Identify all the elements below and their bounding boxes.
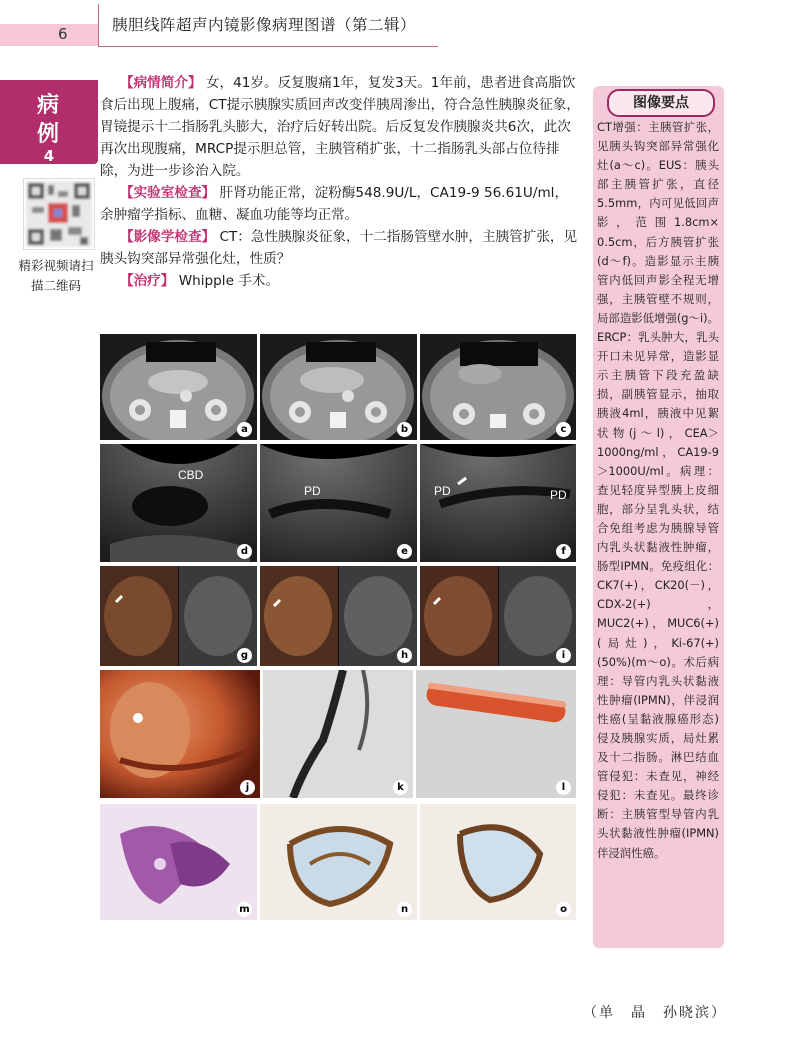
overlay-pd-f1: PD (434, 484, 451, 498)
figure-panel-l (416, 670, 576, 798)
section-tag-lab: 【实验室检查】 (120, 185, 216, 201)
figure-panel-i (420, 566, 576, 666)
figure-label-g: g (237, 648, 252, 663)
figure-panel-b (260, 334, 417, 440)
history-text: 女，41岁。反复腹痛1年，复发3天。1年前，患者进食高脂饮食后出现上腹痛，CT提示胰腺实质回声改变伴胰周渗出，符合急性胰腺炎征象，胃镜提示十二指肠乳头膨大，治疗后好转出院。后反复发作胰腺炎共6次，此次再次出现腹痛，MRCP提示胆总管，主胰管稍扩张，十二指肠乳头部占位待排除，为进一步诊治入院。 (100, 75, 580, 179)
overlay-pd-f2: PD (550, 488, 567, 502)
overlay-cbd: CBD (178, 468, 204, 482)
header-page-band (0, 24, 98, 46)
sidebar-text: CT增强：主胰管扩张，见胰头钩突部异常强化灶(a～c)。EUS：胰头部主胰管扩张，直径5.5mm，内可见低回声影，范围1.8cm× 0.5cm，后方胰管扩张(d～f)。造影显示主胰管内低回声影全程无增强，主胰管壁不规则，局部造影低增强(g～i)。ERCP：乳头肿大，乳头开口未见异常，造影显示主胰管下段充盈缺损，副胰管显示，抽取胰液4ml，胰液中见絮状物(j～l)，CEA＞1000ng/ml，CA19-9＞1000U/ml。病理：查见轻度异型胰上皮细胞，部分呈乳头状，结合免组考虑为胰腺导管内乳头状黏液性肿瘤，肠型IPMN。免疫组化：CK7(+)，CK20(－)，CDX-2(+)，MUC2(+)，MUC6(+)(局灶)，Ki-67(+)(50%)(m～o)。术后病理：导管内乳头状黏液性肿瘤(IPMN)，伴浸润性癌(呈黏液腺癌形态)侵及胰腺实质，局灶累及十二指肠。淋巴结血管侵犯：未查见，神经侵犯：未查见。最终诊断：主胰管型导管内乳头状黏液性肿瘤(IPMN)伴浸润性癌。 (597, 120, 719, 860)
case-tab-line1: 病 (36, 93, 61, 118)
figure-panel-o (420, 804, 576, 920)
imaging-paragraph (100, 226, 580, 270)
case-tab (0, 80, 98, 164)
header-divider (98, 4, 99, 46)
figure-panel-n (260, 804, 417, 920)
case-history-paragraph (100, 72, 580, 182)
figure-label-a: a (237, 422, 252, 437)
case-tab-line2: 例 (36, 122, 61, 147)
figure-label-j: j (240, 780, 255, 795)
figure-label-e: e (397, 544, 412, 559)
figure-label-l: l (556, 780, 571, 795)
qr-code-icon (24, 179, 94, 249)
figure-panel-k (263, 670, 413, 798)
figure-label-f: f (556, 544, 571, 559)
qr-caption: 精彩视频请扫描二维码 (18, 258, 94, 293)
figure-label-i: i (556, 648, 571, 663)
qr-code[interactable] (23, 178, 95, 250)
figure-label-o: o (556, 902, 571, 917)
overlay-pd-e: PD (304, 484, 321, 498)
lab-text: 肝肾功能正常，淀粉酶548.9U/L，CA19-9 56.61U/ml，余肿瘤学指标、血糖、凝血功能等均正常。 (100, 185, 569, 223)
figure-label-k: k (393, 780, 408, 795)
figure-panel-f (420, 444, 576, 562)
figure-panel-m (100, 804, 257, 920)
figure-panel-c (420, 334, 576, 440)
book-title: 胰胆线阵超声内镜影像病理图谱（第二辑） (112, 16, 417, 34)
imaging-text: CT：急性胰腺炎征象，十二指肠管壁水肿，主胰管扩张，见胰头钩突部异常强化灶，性质？ (100, 229, 578, 267)
authors: （单 晶 孙晓滨） (583, 1005, 727, 1021)
section-tag-history: 【病情简介】 (120, 75, 202, 91)
figure-label-d: d (237, 544, 252, 559)
section-tag-treatment: 【治疗】 (120, 273, 175, 289)
figure-row-ct (100, 334, 576, 440)
figure-panel-h (260, 566, 417, 666)
figure-label-n: n (397, 902, 412, 917)
figure-panel-g (100, 566, 257, 666)
case-tab-number: 4 (43, 147, 55, 165)
sidebar-title: 图像要点 (607, 89, 715, 117)
section-tag-imaging: 【影像学检查】 (120, 229, 216, 245)
figure-label-h: h (397, 648, 412, 663)
figure-row-contrast (100, 566, 576, 666)
figure-panel-d (100, 444, 257, 562)
figure-row-pathology (100, 804, 576, 920)
treatment-paragraph (100, 270, 580, 292)
header-underline (98, 46, 438, 47)
figure-panel-e (260, 444, 417, 562)
figure-label-b: b (397, 422, 412, 437)
lab-paragraph (100, 182, 580, 226)
page-number: 6 (58, 25, 68, 43)
figure-panel-j (100, 670, 260, 798)
figure-label-c: c (556, 422, 571, 437)
case-main-text (100, 72, 580, 292)
treatment-text: Whipple 手术。 (178, 273, 280, 289)
figure-row-eus (100, 444, 576, 562)
figure-label-m: m (237, 902, 252, 917)
figure-row-ercp (100, 670, 576, 798)
figure-panel-a (100, 334, 257, 440)
